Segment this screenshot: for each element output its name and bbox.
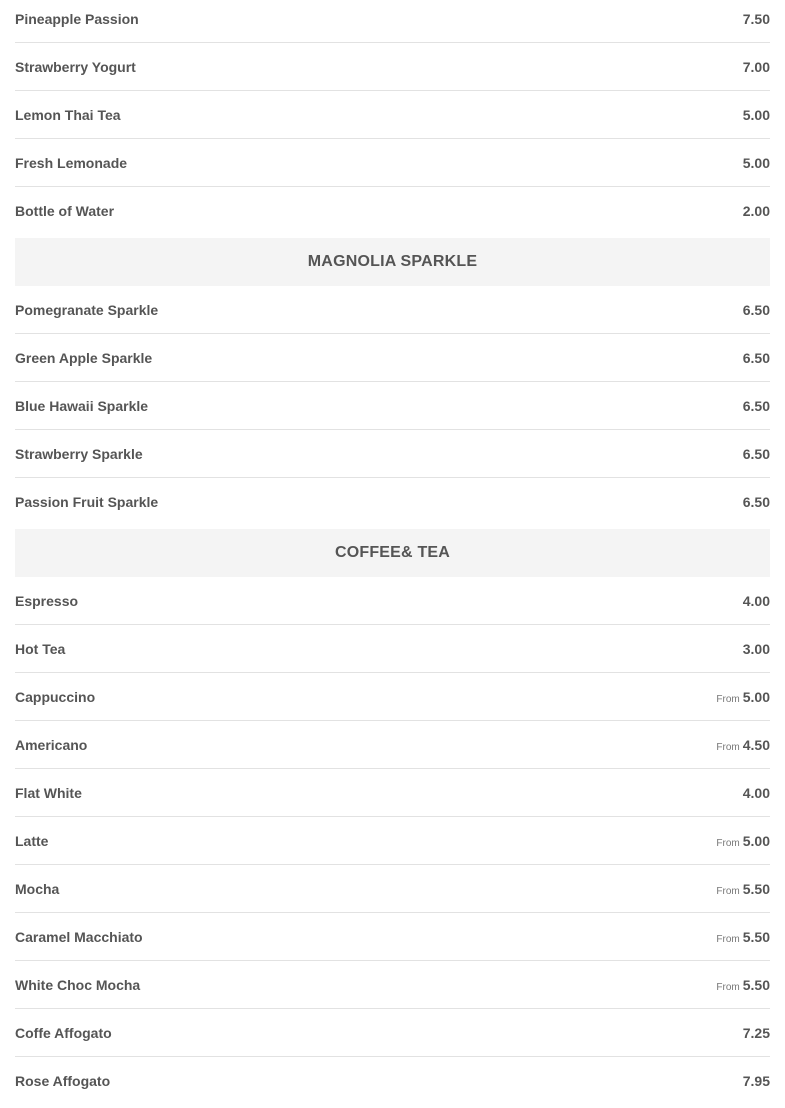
item-price: 7.00 bbox=[742, 58, 770, 75]
menu-item[interactable] bbox=[15, 1057, 770, 1104]
menu-item[interactable] bbox=[15, 961, 770, 1009]
item-price: 4.00 bbox=[742, 592, 770, 609]
item-name: Fresh Lemonade bbox=[15, 154, 128, 171]
item-name: Americano bbox=[15, 736, 88, 753]
price-from-label: From bbox=[716, 981, 740, 993]
item-price: 5.00 bbox=[742, 154, 770, 171]
item-name: Caramel Macchiato bbox=[15, 928, 143, 945]
item-name: Coffe Affogato bbox=[15, 1024, 112, 1041]
item-name: Pomegranate Sparkle bbox=[15, 301, 159, 318]
item-price-wrap bbox=[743, 155, 770, 171]
item-name: Green Apple Sparkle bbox=[15, 349, 153, 366]
item-price: 4.50 bbox=[742, 736, 770, 753]
item-price-wrap bbox=[743, 785, 770, 801]
menu-item[interactable] bbox=[15, 91, 770, 139]
item-price-wrap bbox=[716, 689, 770, 705]
section-header: MAGNOLIA SPARKLE bbox=[15, 238, 770, 286]
menu-item[interactable] bbox=[15, 625, 770, 673]
menu-item[interactable] bbox=[15, 139, 770, 187]
item-price-wrap bbox=[716, 977, 770, 993]
item-price-wrap bbox=[743, 1073, 770, 1089]
section-magnolia-sparkle bbox=[15, 238, 770, 525]
price-from-label: From bbox=[716, 933, 740, 945]
item-name: Lemon Thai Tea bbox=[15, 106, 121, 123]
item-name: Pineapple Passion bbox=[15, 10, 139, 27]
item-price-wrap bbox=[716, 737, 770, 753]
price-from-label: From bbox=[716, 885, 740, 897]
menu-item[interactable] bbox=[15, 721, 770, 769]
item-name: Mocha bbox=[15, 880, 60, 897]
item-price-wrap bbox=[743, 1025, 770, 1041]
menu-item[interactable] bbox=[15, 430, 770, 478]
item-price: 5.00 bbox=[742, 688, 770, 705]
item-price: 5.50 bbox=[742, 928, 770, 945]
item-price: 7.25 bbox=[742, 1024, 770, 1041]
item-price: 5.00 bbox=[742, 832, 770, 849]
item-price: 7.50 bbox=[742, 10, 770, 27]
item-price: 3.00 bbox=[742, 640, 770, 657]
menu-item[interactable] bbox=[15, 1009, 770, 1057]
item-price-wrap bbox=[743, 203, 770, 219]
item-name: Blue Hawaii Sparkle bbox=[15, 397, 149, 414]
item-name: Strawberry Yogurt bbox=[15, 58, 136, 75]
price-from-label: From bbox=[716, 693, 740, 705]
item-price: 2.00 bbox=[742, 202, 770, 219]
item-price-wrap bbox=[743, 107, 770, 123]
item-price-wrap bbox=[743, 398, 770, 414]
menu-item[interactable] bbox=[15, 913, 770, 961]
item-name: Rose Affogato bbox=[15, 1072, 111, 1089]
item-price-wrap bbox=[743, 11, 770, 27]
section-coffee-tea bbox=[15, 529, 770, 1104]
price-from-label: From bbox=[716, 837, 740, 849]
menu-item[interactable] bbox=[15, 0, 770, 43]
item-name: Flat White bbox=[15, 784, 82, 801]
item-name: Bottle of Water bbox=[15, 202, 115, 219]
item-price-wrap bbox=[743, 494, 770, 510]
menu-item[interactable] bbox=[15, 865, 770, 913]
menu-item[interactable] bbox=[15, 673, 770, 721]
item-price-wrap bbox=[743, 446, 770, 462]
menu-item[interactable] bbox=[15, 478, 770, 525]
item-price: 6.50 bbox=[742, 445, 770, 462]
item-price-wrap bbox=[743, 302, 770, 318]
item-price-wrap bbox=[743, 641, 770, 657]
item-name: Latte bbox=[15, 832, 49, 849]
item-price-wrap bbox=[743, 593, 770, 609]
item-name: Passion Fruit Sparkle bbox=[15, 493, 159, 510]
item-price-wrap bbox=[743, 350, 770, 366]
menu-item[interactable] bbox=[15, 382, 770, 430]
item-price-wrap bbox=[743, 59, 770, 75]
item-price-wrap bbox=[716, 929, 770, 945]
item-price-wrap bbox=[716, 881, 770, 897]
price-from-label: From bbox=[716, 741, 740, 753]
menu-item[interactable] bbox=[15, 577, 770, 625]
menu-item[interactable] bbox=[15, 817, 770, 865]
item-price-wrap bbox=[716, 833, 770, 849]
item-name: White Choc Mocha bbox=[15, 976, 141, 993]
menu-item[interactable] bbox=[15, 334, 770, 382]
item-price: 5.00 bbox=[742, 106, 770, 123]
item-price: 6.50 bbox=[742, 301, 770, 318]
item-price: 6.50 bbox=[742, 349, 770, 366]
item-price: 6.50 bbox=[742, 493, 770, 510]
item-name: Hot Tea bbox=[15, 640, 66, 657]
item-price: 7.95 bbox=[742, 1072, 770, 1089]
item-price: 5.50 bbox=[742, 976, 770, 993]
section-smoothies bbox=[15, 0, 770, 234]
item-price: 4.00 bbox=[742, 784, 770, 801]
item-price: 5.50 bbox=[742, 880, 770, 897]
menu-item[interactable] bbox=[15, 769, 770, 817]
item-name: Espresso bbox=[15, 592, 79, 609]
menu-item[interactable] bbox=[15, 43, 770, 91]
menu-item[interactable] bbox=[15, 286, 770, 334]
item-price: 6.50 bbox=[742, 397, 770, 414]
item-name: Strawberry Sparkle bbox=[15, 445, 143, 462]
section-header: COFFEE& TEA bbox=[15, 529, 770, 577]
item-name: Cappuccino bbox=[15, 688, 96, 705]
menu-item[interactable] bbox=[15, 187, 770, 234]
